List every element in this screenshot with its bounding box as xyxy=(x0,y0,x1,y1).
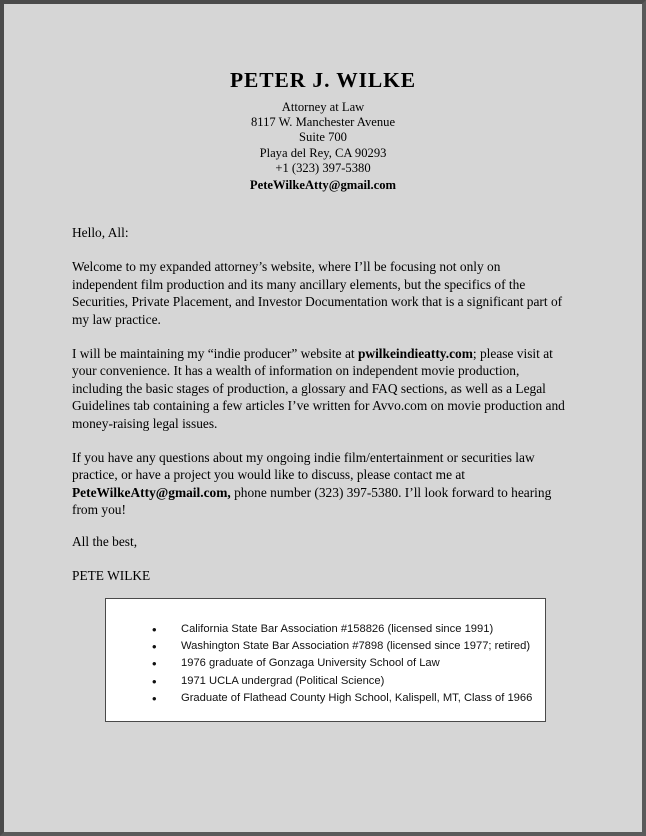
paragraph-contact xyxy=(72,449,568,519)
paragraph-welcome: Welcome to my expanded attorney’s website, where I’ll be focusing not only on independent film production and its many ancillary elements, but the specifics of the Securities, Private Placement, and Investor Documentation work that is a significant part of my law practice. xyxy=(72,259,563,327)
credentials-list xyxy=(106,599,545,707)
bullet-icon: • xyxy=(152,656,157,672)
list-item xyxy=(152,690,545,707)
list-item xyxy=(152,673,545,690)
attorney-title: Attorney at Law xyxy=(281,99,365,114)
letter-body xyxy=(4,224,642,586)
list-item xyxy=(152,621,545,638)
bullet-icon: • xyxy=(152,690,157,706)
paragraph-contact-text-after: phone number (323) 397-5380. I’ll look forward to hearing from you! xyxy=(72,484,552,518)
list-item-label: Washington State Bar Association #7898 (licensed since 1977; retired) xyxy=(181,640,531,653)
bullet-icon: • xyxy=(152,622,157,637)
list-item-label: 1971 UCLA undergrad (Political Science) xyxy=(181,674,385,687)
list-item-label: California State Bar Association #158826 (licensed since 1991) xyxy=(181,623,494,635)
list-item-label: 1976 graduate of Gonzaga University School of Law xyxy=(181,657,440,670)
email-address: PeteWilkeAtty@gmail.com xyxy=(249,178,397,193)
closing-line: All the best, xyxy=(72,533,138,549)
letterhead xyxy=(4,4,642,194)
bullet-icon: • xyxy=(152,673,157,689)
paragraph-contact-text-before: If you have any questions about my ongoing indie film/entertainment or securities law practice, or have a project you would like to discuss, please contact me at xyxy=(72,449,535,483)
website-link[interactable]: pwilkeindieatty.com xyxy=(357,345,473,361)
credentials-box xyxy=(105,598,546,722)
paragraph-website-text-after: ; please visit at your convenience. It has a wealth of information on independent movie production, including the basic stages of production, a glossary and FAQ sections, as well as a Legal Guidelines tab containing a few articles I’ve written for Avvo.com on movie production and money-raising legal issues. xyxy=(72,345,565,431)
list-item xyxy=(152,638,545,655)
bullet-icon: • xyxy=(152,639,157,655)
list-item-label: Graduate of Flathead County High School, Kalispell, MT, Class of 1966 xyxy=(181,691,533,704)
contact-email-link[interactable]: PeteWilkeAtty@gmail.com, xyxy=(72,484,231,500)
paragraph-website xyxy=(72,345,568,433)
address-city-state-zip: Playa del Rey, CA 90293 xyxy=(259,145,387,160)
address-street: 8117 W. Manchester Avenue xyxy=(250,115,396,130)
attorney-name: PETER J. WILKE xyxy=(229,68,417,92)
signature-name: PETE WILKE xyxy=(72,568,151,584)
list-item xyxy=(152,655,545,672)
paragraph-website-text-before: I will be maintaining my “indie producer” website at xyxy=(72,345,358,361)
phone-number: +1 (323) 397-5380 xyxy=(275,160,371,175)
salutation: Hello, All: xyxy=(72,224,129,240)
address-suite: Suite 700 xyxy=(299,130,347,145)
